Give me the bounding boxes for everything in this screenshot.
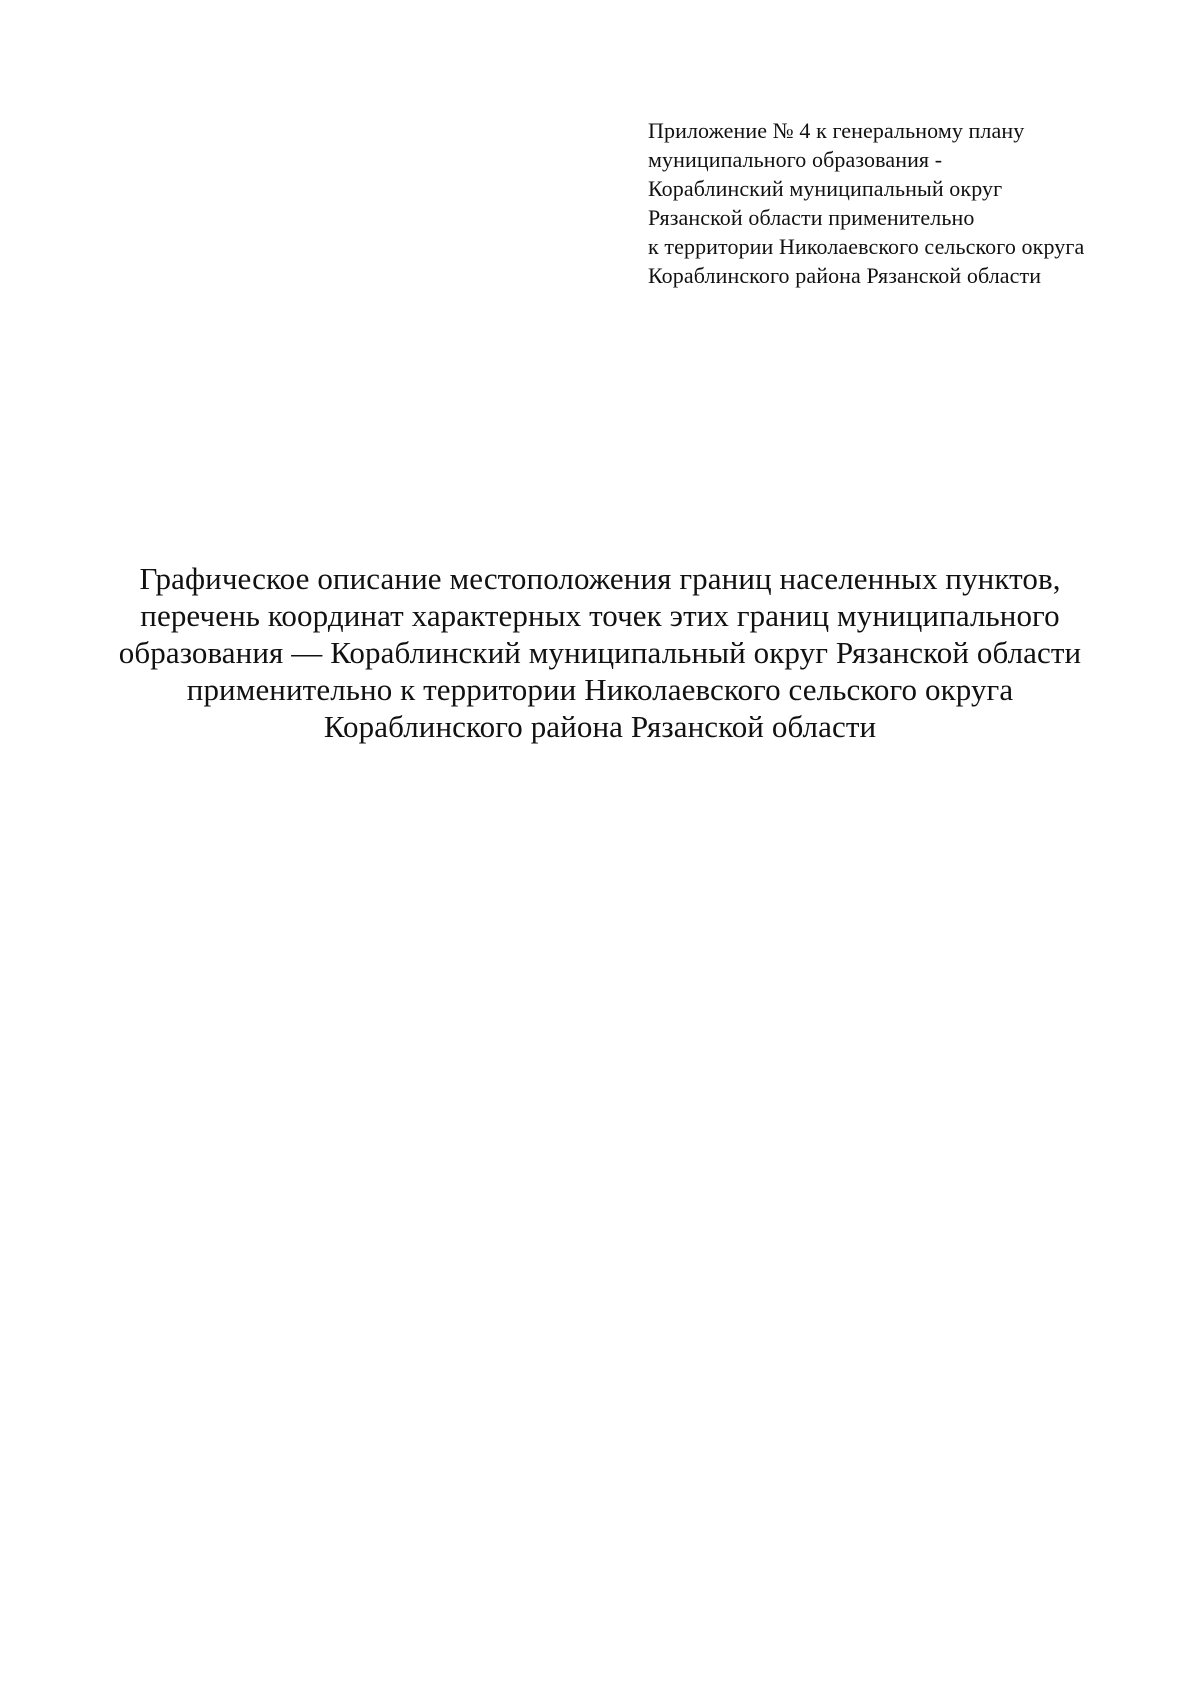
appendix-line: Рязанской области применительно <box>648 205 975 230</box>
appendix-line: муниципального образования - <box>648 147 943 172</box>
title-line: образования — Кораблинский муниципальный округ Рязанской области <box>118 635 1082 670</box>
title-line: применительно к территории Николаевского сельского округа <box>186 672 1014 707</box>
appendix-line: Кораблинского района Рязанской области <box>648 263 1042 288</box>
title-line: Кораблинского района Рязанской области <box>323 709 877 744</box>
appendix-line: к территории Николаевского сельского округа <box>648 234 1085 259</box>
title-line: Графическое описание местоположения границ населенных пунктов, <box>139 561 1061 596</box>
title-line: перечень координат характерных точек этих границ муниципального <box>140 598 1060 633</box>
appendix-line: Кораблинский муниципальный округ <box>648 176 1003 201</box>
document-title <box>90 560 1110 745</box>
appendix-line: Приложение № 4 к генеральному плану <box>648 118 1025 143</box>
appendix-note <box>648 116 1168 290</box>
